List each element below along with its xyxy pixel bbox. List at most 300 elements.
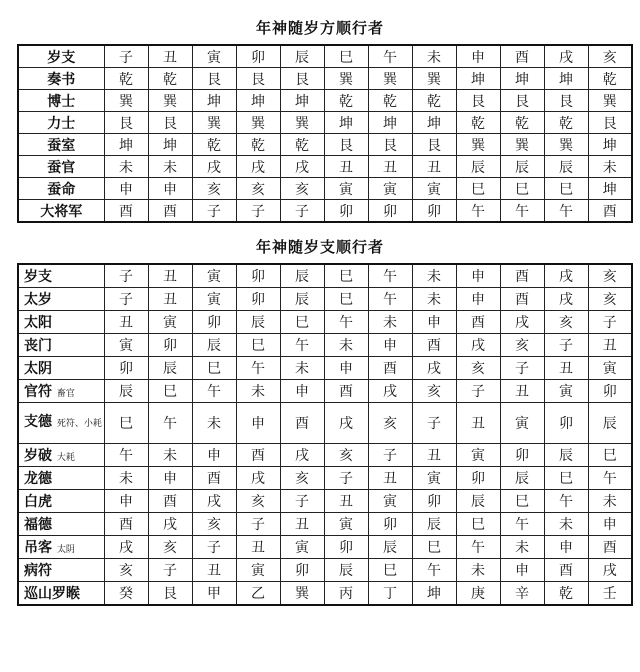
- table-cell: 坤: [368, 112, 412, 134]
- table-cell: 子: [280, 490, 324, 513]
- table-cell: 壬: [588, 582, 632, 606]
- row-header: [18, 490, 104, 513]
- row-label: 蚕官: [47, 159, 76, 176]
- row-header: [18, 134, 104, 156]
- table-cell: 申: [192, 444, 236, 467]
- table-cell: 午: [236, 357, 280, 380]
- table-cell: 寅: [588, 357, 632, 380]
- table-cell: 巳: [500, 490, 544, 513]
- table-row: [18, 444, 632, 467]
- row-label: 官符: [24, 384, 52, 400]
- table-cell: 卯: [412, 490, 456, 513]
- row-header: [18, 90, 104, 112]
- table-cell: 巽: [588, 90, 632, 112]
- table-cell: 巽: [280, 582, 324, 606]
- table-cell: 巽: [500, 134, 544, 156]
- table-cell: 艮: [236, 68, 280, 90]
- table-cell: 子: [192, 536, 236, 559]
- table-cell: 乾: [368, 90, 412, 112]
- row-header: [18, 403, 104, 444]
- table-cell: 酉: [148, 200, 192, 223]
- table-cell: 巳: [192, 357, 236, 380]
- table-cell: 亥: [192, 513, 236, 536]
- table-cell: 子: [236, 513, 280, 536]
- table-cell: 酉: [236, 444, 280, 467]
- table-cell: 坤: [324, 112, 368, 134]
- table-cell: 酉: [544, 559, 588, 582]
- table-cell: 寅: [412, 178, 456, 200]
- table-cell: 卯: [500, 444, 544, 467]
- table-cell: 丑: [412, 444, 456, 467]
- table-cell: 巳: [324, 264, 368, 288]
- table-cell: 酉: [588, 536, 632, 559]
- row-label: 白虎: [24, 494, 52, 510]
- table-cell: 坤: [412, 112, 456, 134]
- row-header: [18, 559, 104, 582]
- table-cell: 丑: [500, 380, 544, 403]
- row-label: 巡山罗睺: [24, 586, 80, 602]
- table-cell: 戌: [544, 264, 588, 288]
- table-cell: 艮: [588, 112, 632, 134]
- table-cell: 卯: [412, 200, 456, 223]
- table-cell: 辰: [500, 156, 544, 178]
- table-cell: 庚: [456, 582, 500, 606]
- table-cell: 卯: [324, 200, 368, 223]
- table-cell: 巽: [280, 112, 324, 134]
- table-cell: 午: [500, 200, 544, 223]
- table-cell: 未: [544, 513, 588, 536]
- table-cell: 艮: [192, 68, 236, 90]
- table-cell: 巳: [500, 178, 544, 200]
- table-cell: 亥: [104, 559, 148, 582]
- table-cell: 未: [192, 403, 236, 444]
- row-header: [18, 68, 104, 90]
- table-cell: 未: [588, 156, 632, 178]
- table-cell: 丑: [192, 559, 236, 582]
- row-header: [18, 112, 104, 134]
- table-cell: 子: [324, 467, 368, 490]
- row-header: [18, 357, 104, 380]
- table-cell: 乾: [280, 134, 324, 156]
- table-cell: 申: [456, 264, 500, 288]
- table-cell: 乙: [236, 582, 280, 606]
- table-cell: 戌: [192, 156, 236, 178]
- table-cell: 亥: [192, 178, 236, 200]
- table-row: [18, 357, 632, 380]
- table-cell: 丑: [412, 156, 456, 178]
- table-cell: 申: [500, 559, 544, 582]
- table-cell: 巳: [148, 380, 192, 403]
- table-row: [18, 264, 632, 288]
- table-cell: 丙: [324, 582, 368, 606]
- table-cell: 卯: [588, 380, 632, 403]
- table-cell: 戌: [500, 311, 544, 334]
- table-cell: 巽: [456, 134, 500, 156]
- table-cell: 戌: [104, 536, 148, 559]
- table-cell: 卯: [236, 45, 280, 68]
- table-cell: 甲: [192, 582, 236, 606]
- table-cell: 申: [148, 178, 192, 200]
- table-cell: 戌: [280, 444, 324, 467]
- table-cell: 午: [148, 403, 192, 444]
- table-cell: 辰: [368, 536, 412, 559]
- table-cell: 酉: [104, 513, 148, 536]
- table-cell: 午: [588, 467, 632, 490]
- table-cell: 巽: [104, 90, 148, 112]
- table-cell: 丑: [588, 334, 632, 357]
- table-row: [18, 45, 632, 68]
- table-cell: 酉: [500, 45, 544, 68]
- table-cell: 寅: [324, 178, 368, 200]
- table-cell: 未: [500, 536, 544, 559]
- table-cell: 卯: [236, 264, 280, 288]
- table-cell: 申: [104, 178, 148, 200]
- table-cell: 辰: [324, 559, 368, 582]
- table-cell: 卯: [280, 559, 324, 582]
- table-cell: 艮: [324, 134, 368, 156]
- table-cell: 辰: [412, 513, 456, 536]
- table-cell: 申: [104, 490, 148, 513]
- table-cell: 子: [588, 311, 632, 334]
- table-cell: 寅: [104, 334, 148, 357]
- table-cell: 坤: [412, 582, 456, 606]
- table-cell: 酉: [588, 200, 632, 223]
- row-label: 吊客: [24, 540, 52, 556]
- table-cell: 巳: [104, 403, 148, 444]
- table-cell: 酉: [324, 380, 368, 403]
- table-year-gods-by-direction: [17, 44, 633, 223]
- table-cell: 子: [500, 357, 544, 380]
- table-cell: 亥: [236, 490, 280, 513]
- table-cell: 未: [280, 357, 324, 380]
- row-header: [18, 311, 104, 334]
- table-cell: 坤: [236, 90, 280, 112]
- table-row: [18, 90, 632, 112]
- table-cell: 寅: [192, 45, 236, 68]
- table-cell: 坤: [456, 68, 500, 90]
- table-cell: 乾: [544, 112, 588, 134]
- row-note: 畜官: [56, 389, 75, 399]
- table-cell: 亥: [324, 444, 368, 467]
- table-cell: 巽: [192, 112, 236, 134]
- table-cell: 亥: [588, 288, 632, 311]
- table-row: [18, 112, 632, 134]
- table-cell: 子: [236, 200, 280, 223]
- row-label: 岁破: [24, 448, 52, 464]
- table-row: [18, 156, 632, 178]
- table-cell: 酉: [500, 264, 544, 288]
- table-cell: 坤: [104, 134, 148, 156]
- table-cell: 丑: [324, 490, 368, 513]
- table-cell: 午: [500, 513, 544, 536]
- table-cell: 申: [324, 357, 368, 380]
- table-cell: 未: [236, 380, 280, 403]
- table-cell: 寅: [544, 380, 588, 403]
- table-cell: 午: [412, 559, 456, 582]
- table2-title: 年神随岁支顺行者: [255, 238, 384, 256]
- table-row: [18, 334, 632, 357]
- table-cell: 辰: [236, 311, 280, 334]
- row-label: 力士: [47, 115, 76, 132]
- table-cell: 亥: [236, 178, 280, 200]
- table-cell: 辰: [280, 288, 324, 311]
- table-row: [18, 513, 632, 536]
- table-cell: 未: [368, 311, 412, 334]
- row-header: [18, 444, 104, 467]
- table-cell: 午: [544, 490, 588, 513]
- table-cell: 丑: [280, 513, 324, 536]
- table-cell: 酉: [192, 467, 236, 490]
- row-header: [18, 334, 104, 357]
- table-cell: 乾: [148, 68, 192, 90]
- table-cell: 坤: [148, 134, 192, 156]
- table-cell: 酉: [280, 403, 324, 444]
- table-cell: 丑: [148, 45, 192, 68]
- table-cell: 卯: [324, 536, 368, 559]
- table-cell: 戌: [324, 403, 368, 444]
- table-row: [18, 403, 632, 444]
- table-cell: 亥: [280, 467, 324, 490]
- table-cell: 午: [324, 311, 368, 334]
- table-cell: 巽: [236, 112, 280, 134]
- table-cell: 戌: [588, 559, 632, 582]
- table-row: [18, 200, 632, 223]
- table-cell: 寅: [368, 490, 412, 513]
- table-cell: 戌: [236, 467, 280, 490]
- table-cell: 巽: [544, 134, 588, 156]
- table-cell: 坤: [544, 68, 588, 90]
- table-cell: 丑: [368, 467, 412, 490]
- table-cell: 巳: [324, 288, 368, 311]
- row-header: [18, 582, 104, 606]
- row-header: [18, 264, 104, 288]
- row-label: 蚕室: [47, 137, 76, 154]
- table-cell: 丑: [104, 311, 148, 334]
- row-header: [18, 513, 104, 536]
- table-cell: 申: [456, 45, 500, 68]
- table-cell: 戌: [280, 156, 324, 178]
- table-cell: 卯: [368, 513, 412, 536]
- table1-title: 年神随岁方顺行者: [255, 19, 384, 37]
- table-cell: 丑: [456, 403, 500, 444]
- row-label: 岁支: [47, 49, 76, 66]
- table-cell: 卯: [192, 311, 236, 334]
- table-cell: 巽: [148, 90, 192, 112]
- table-row: [18, 582, 632, 606]
- table-cell: 申: [456, 288, 500, 311]
- table-cell: 寅: [324, 513, 368, 536]
- table-cell: 巳: [324, 45, 368, 68]
- table-row: [18, 178, 632, 200]
- table-cell: 巳: [544, 467, 588, 490]
- table-cell: 丑: [148, 264, 192, 288]
- table-row: [18, 134, 632, 156]
- table-cell: 戌: [456, 334, 500, 357]
- table-cell: 巳: [368, 559, 412, 582]
- table-cell: 丑: [544, 357, 588, 380]
- table-cell: 戌: [544, 288, 588, 311]
- table-cell: 子: [456, 380, 500, 403]
- table-cell: 未: [148, 444, 192, 467]
- table-cell: 寅: [192, 288, 236, 311]
- table-cell: 寅: [192, 264, 236, 288]
- table-cell: 艮: [544, 90, 588, 112]
- table-cell: 坤: [280, 90, 324, 112]
- table-cell: 亥: [544, 311, 588, 334]
- row-header: [18, 178, 104, 200]
- table-cell: 申: [280, 380, 324, 403]
- table-cell: 巽: [324, 68, 368, 90]
- row-header: [18, 467, 104, 490]
- table-cell: 酉: [368, 357, 412, 380]
- table-cell: 子: [544, 334, 588, 357]
- table-cell: 卯: [544, 403, 588, 444]
- table-cell: 巳: [456, 513, 500, 536]
- table-cell: 申: [544, 536, 588, 559]
- table-row: [18, 311, 632, 334]
- table-cell: 戌: [236, 156, 280, 178]
- table-cell: 艮: [500, 90, 544, 112]
- table-cell: 艮: [148, 582, 192, 606]
- table-cell: 辰: [280, 45, 324, 68]
- table-cell: 戌: [148, 513, 192, 536]
- table-cell: 丑: [368, 156, 412, 178]
- row-header: [18, 380, 104, 403]
- table-cell: 乾: [544, 582, 588, 606]
- table-cell: 申: [148, 467, 192, 490]
- table-cell: 午: [368, 45, 412, 68]
- table-cell: 坤: [500, 68, 544, 90]
- table-cell: 子: [104, 288, 148, 311]
- table-cell: 坤: [192, 90, 236, 112]
- table-cell: 午: [104, 444, 148, 467]
- table-cell: 亥: [280, 178, 324, 200]
- table-cell: 亥: [588, 45, 632, 68]
- table-cell: 子: [148, 559, 192, 582]
- table-cell: 巽: [368, 68, 412, 90]
- row-label: 蚕命: [47, 181, 76, 198]
- table-cell: 申: [412, 311, 456, 334]
- table-cell: 乾: [324, 90, 368, 112]
- table-cell: 寅: [236, 559, 280, 582]
- table-cell: 坤: [588, 178, 632, 200]
- table-cell: 辰: [456, 156, 500, 178]
- row-label: 博士: [47, 93, 76, 110]
- table-cell: 卯: [368, 200, 412, 223]
- table-cell: 辰: [280, 264, 324, 288]
- table-cell: 子: [412, 403, 456, 444]
- table-cell: 丁: [368, 582, 412, 606]
- table-cell: 寅: [456, 444, 500, 467]
- table-cell: 申: [236, 403, 280, 444]
- table-cell: 子: [192, 200, 236, 223]
- table-cell: 乾: [588, 68, 632, 90]
- table-cell: 酉: [500, 288, 544, 311]
- row-header: [18, 200, 104, 223]
- row-label: 大将军: [40, 203, 83, 220]
- table-cell: 卯: [456, 467, 500, 490]
- table-cell: 艮: [412, 134, 456, 156]
- table-row: [18, 559, 632, 582]
- table-cell: 辰: [192, 334, 236, 357]
- table-cell: 申: [368, 334, 412, 357]
- table-cell: 艮: [456, 90, 500, 112]
- table-cell: 午: [280, 334, 324, 357]
- table-cell: 丑: [148, 288, 192, 311]
- table-cell: 酉: [148, 490, 192, 513]
- row-note: 死符、小耗: [56, 419, 102, 429]
- row-label: 岁支: [24, 269, 52, 285]
- table-cell: 辰: [544, 156, 588, 178]
- row-label: 龙德: [24, 471, 52, 487]
- table-cell: 寅: [280, 536, 324, 559]
- table-cell: 寅: [412, 467, 456, 490]
- table-cell: 艮: [280, 68, 324, 90]
- table-cell: 卯: [148, 334, 192, 357]
- table-cell: 卯: [104, 357, 148, 380]
- table-cell: 未: [104, 156, 148, 178]
- table-cell: 子: [104, 264, 148, 288]
- table-cell: 酉: [456, 311, 500, 334]
- table-cell: 艮: [148, 112, 192, 134]
- table-cell: 辰: [456, 490, 500, 513]
- table-cell: 午: [368, 264, 412, 288]
- table-row: [18, 380, 632, 403]
- row-label: 太岁: [24, 292, 52, 308]
- table-cell: 辰: [104, 380, 148, 403]
- table-row: [18, 536, 632, 559]
- row-header: [18, 156, 104, 178]
- table-cell: 乾: [192, 134, 236, 156]
- table-cell: 未: [104, 467, 148, 490]
- table-cell: 酉: [104, 200, 148, 223]
- row-label: 太阳: [24, 315, 52, 331]
- table-cell: 午: [456, 536, 500, 559]
- table-cell: 辰: [500, 467, 544, 490]
- row-note: 太阴: [56, 545, 75, 555]
- table-cell: 巳: [412, 536, 456, 559]
- table-row: [18, 288, 632, 311]
- table-row: [18, 467, 632, 490]
- row-label: 病符: [24, 563, 52, 579]
- table-cell: 辰: [588, 403, 632, 444]
- table-cell: 艮: [104, 112, 148, 134]
- row-header: [18, 536, 104, 559]
- table-cell: 乾: [456, 112, 500, 134]
- table-cell: 酉: [412, 334, 456, 357]
- table-cell: 亥: [500, 334, 544, 357]
- row-label: 奏书: [47, 71, 76, 88]
- row-label: 太阴: [24, 361, 52, 377]
- table-year-gods-by-branch: [17, 263, 633, 606]
- table-row: [18, 68, 632, 90]
- table-cell: 丑: [324, 156, 368, 178]
- table-cell: 辰: [544, 444, 588, 467]
- table-cell: 辰: [148, 357, 192, 380]
- table-cell: 艮: [368, 134, 412, 156]
- table-cell: 午: [456, 200, 500, 223]
- table-cell: 戌: [368, 380, 412, 403]
- table-cell: 丑: [236, 536, 280, 559]
- table-cell: 寅: [368, 178, 412, 200]
- table-cell: 戌: [412, 357, 456, 380]
- table-cell: 戌: [192, 490, 236, 513]
- table-cell: 未: [324, 334, 368, 357]
- row-note: 大耗: [56, 453, 75, 463]
- table-cell: 卯: [236, 288, 280, 311]
- row-label: 支德: [24, 414, 52, 430]
- table-cell: 巽: [412, 68, 456, 90]
